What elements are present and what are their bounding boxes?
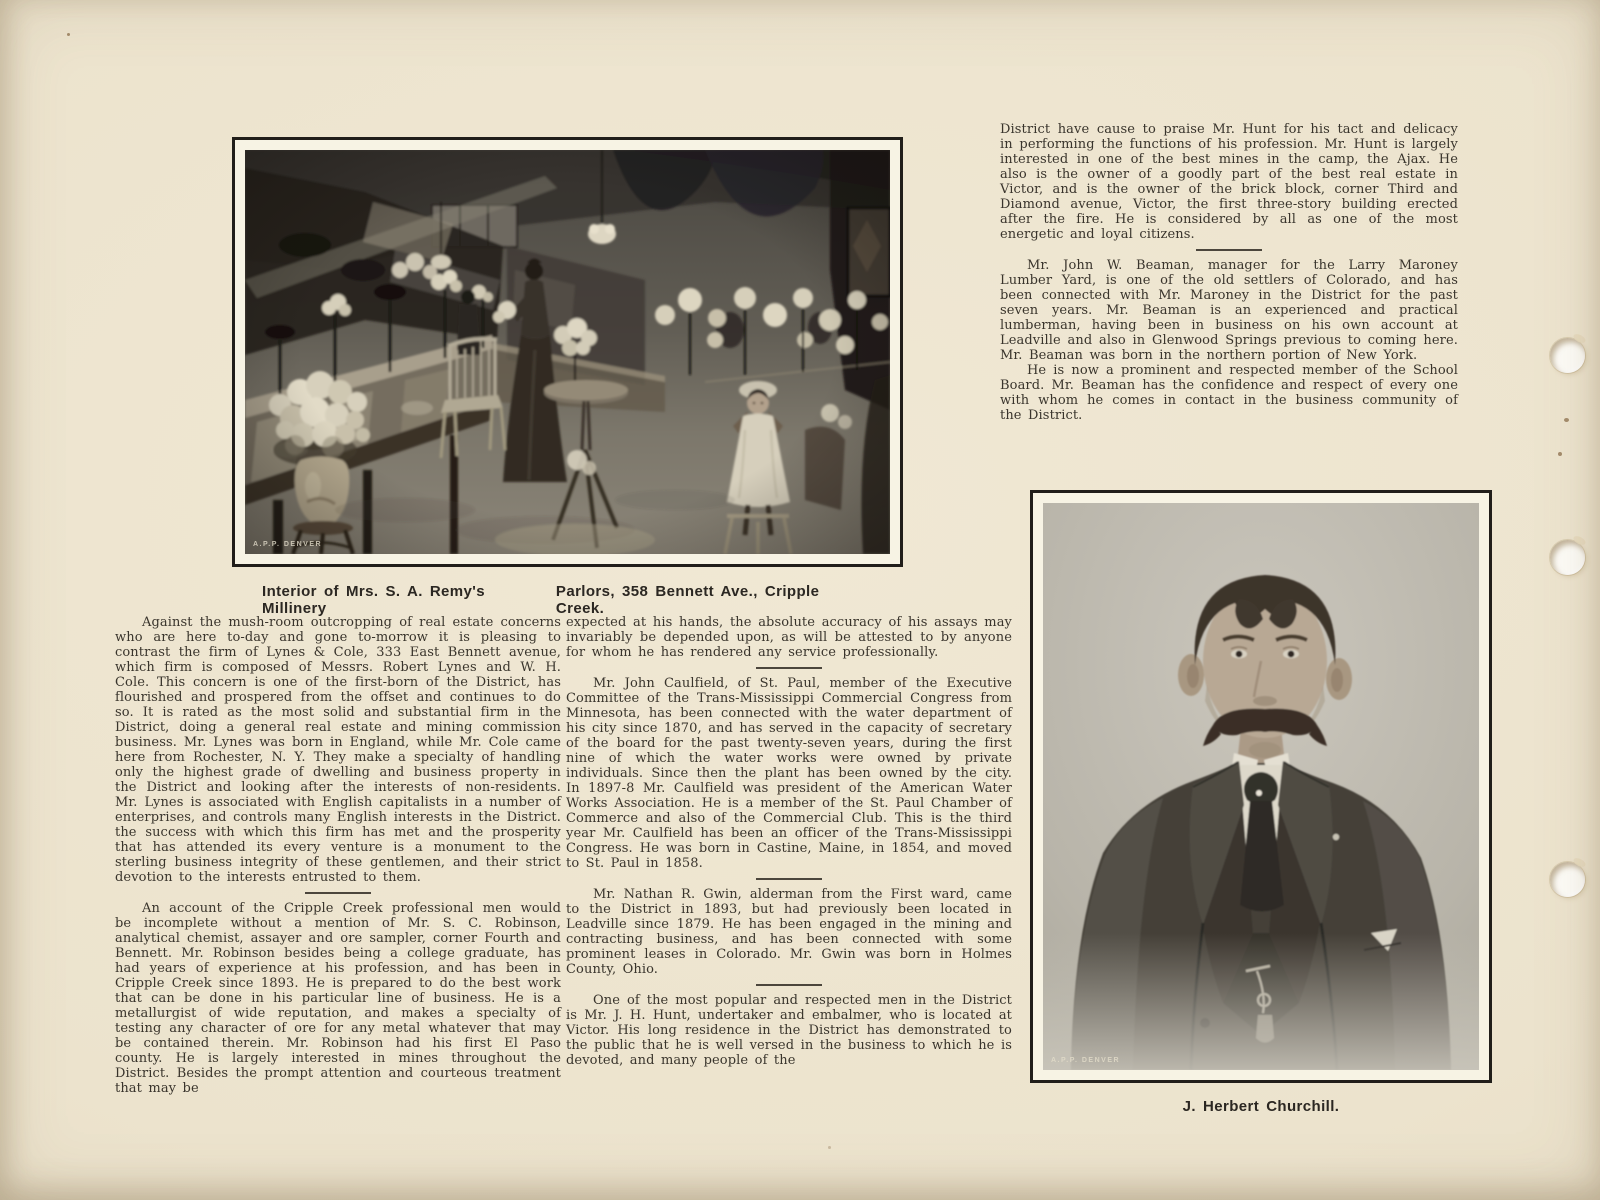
millinery-photographer-credit: A.P.P. DENVER [253, 541, 323, 548]
section-divider [756, 667, 822, 669]
article-caulfield: Mr. John Caulfield, of St. Paul, member of the Executive Committee of the Trans-Mississippi Commercial Congress from Minnesota, has been connected with the water department of his city since 1870, and has served in the capacity of secretary of the board for the past twenty-seven years, during the first nine of which the water works were owned by private individuals. Since then the plant has been owned by the city. In 1897-8 Mr. Caulfield was president of the American Water Works Association. He is a member of the St. Paul Chamber of Commerce and also of the Commercial Club. This is the third year Mr. Caulfield has been an officer of the Trans-Mississippi Congress. He was born in Castine, Maine, in 1854, and moved to St. Paul in 1858. [566, 676, 1012, 871]
column-right [1000, 122, 1458, 423]
article-robinson-part2: expected at his hands, the absolute accuracy of his assays may invariably be depended upon, as will be attested to by anyone for whom he has rendered any service professionally. [566, 615, 1012, 660]
paper-speck [1558, 452, 1562, 456]
millinery-caption-left: Interior of Mrs. S. A. Remy's Millinery [262, 583, 485, 617]
section-divider [756, 984, 822, 986]
column-left [115, 615, 561, 1096]
millinery-caption-right: Parlors, 358 Bennett Ave., Cripple Creek. [555, 583, 820, 617]
punch-hole-bottom [1550, 862, 1585, 897]
section-divider [1196, 249, 1262, 251]
article-hunt-part2: District have cause to praise Mr. Hunt for his tact and delicacy in performing the functions of his profession. Mr. Hunt is largely interested in one of the best mines in the camp, the Ajax. He also is the owner of a goodly part of the best real estate in Victor, and is the owner of the brick block, corner Third and Diamond avenue, Victor, the first three-story building erected after the fire. He is considered by all as one of the most energetic and loyal citizens. [1000, 122, 1458, 242]
millinery-photo [232, 137, 903, 567]
paper-speck [67, 33, 70, 36]
portrait-photo-image [1043, 503, 1479, 1070]
millinery-photo-image [245, 150, 890, 554]
portrait-photo [1030, 490, 1492, 1083]
section-divider [756, 878, 822, 880]
portrait-photographer-credit: A.P.P. DENVER [1051, 1057, 1121, 1064]
punch-hole-middle [1550, 540, 1585, 575]
punch-hole-top [1550, 338, 1585, 373]
portrait-caption: J. Herbert Churchill. [1182, 1098, 1340, 1115]
millinery-caption [262, 583, 874, 617]
article-hunt-part1: One of the most popular and respected men in the District is Mr. J. H. Hunt, undertaker and embalmer, who is located at Victor. His long residence in the District has demonstrated to the public that he is well versed in the business to which he is devoted, and many people of the [566, 993, 1012, 1068]
paper-speck [828, 1146, 831, 1149]
section-divider [305, 892, 371, 894]
column-middle [566, 615, 1012, 1068]
article-lynes-cole: Against the mush-room outcropping of real estate concerns who are here to-day and gone to-morrow it is pleasing to contrast the firm of Lynes & Cole, 333 East Bennett avenue, which firm is composed of Messrs. Robert Lynes and W. H. Cole. This concern is one of the first-born of the District, has flourished and prospered from the offset and continues to do so. It is rated as the most solid and substantial firm in the District, doing a general real estate and mining commission business. Mr. Lynes was born in England, while Mr. Cole came here from Rochester, N. Y. They make a specialty of handling only the highest grade of dwelling and business property in the District and looking after the interests of non-residents. Mr. Lynes is associated with English capitalists in a number of enterprises, and controls many English interests in the District. the success with which this firm has met and the prosperity that has attended its every venture is a monument to the sterling business integrity of these gentlemen, and their strict devotion to the interests entrusted to them. [115, 615, 561, 885]
article-gwin: Mr. Nathan R. Gwin, alderman from the First ward, came to the District in 1893, but had previously been located in Leadville since 1879. He has been engaged in the mining and contracting business, and has been connected with some prominent leases in Colorado. Mr. Gwin was born in Holmes County, Ohio. [566, 887, 1012, 977]
paper-speck [1564, 418, 1569, 422]
article-beaman-part2: He is now a prominent and respected member of the School Board. Mr. Beaman has the confidence and respect of every one with whom he comes in contact in the business community of the District. [1000, 363, 1458, 423]
article-beaman-part1: Mr. John W. Beaman, manager for the Larry Maroney Lumber Yard, is one of the old settlers of Colorado, and has been connected with Mr. Maroney in the District for the past seven years. Mr. Beaman is an experienced and practical lumberman, having been in business on his own account at Leadville and also in Glenwood Springs previous to coming here. Mr. Beaman was born in the northern portion of New York. [1000, 258, 1458, 363]
article-robinson-part1: An account of the Cripple Creek professional men would be incomplete without a mention of Mr. S. C. Robinson, analytical chemist, assayer and ore sampler, corner Fourth and Bennett. Mr. Robinson besides being a college graduate, has had years of experience at his profession, and has been in Cripple Creek since 1893. He is prepared to do the best work that can be done in his particular line of business. He is a metallurgist of wide reputation, and makes a specialty of testing any character of ore for any metal whatever that may be contained therein. Mr. Robinson had his first El Paso county. He is largely interested in mines throughout the District. Besides the prompt attention and courteous treatment that may be [115, 901, 561, 1096]
